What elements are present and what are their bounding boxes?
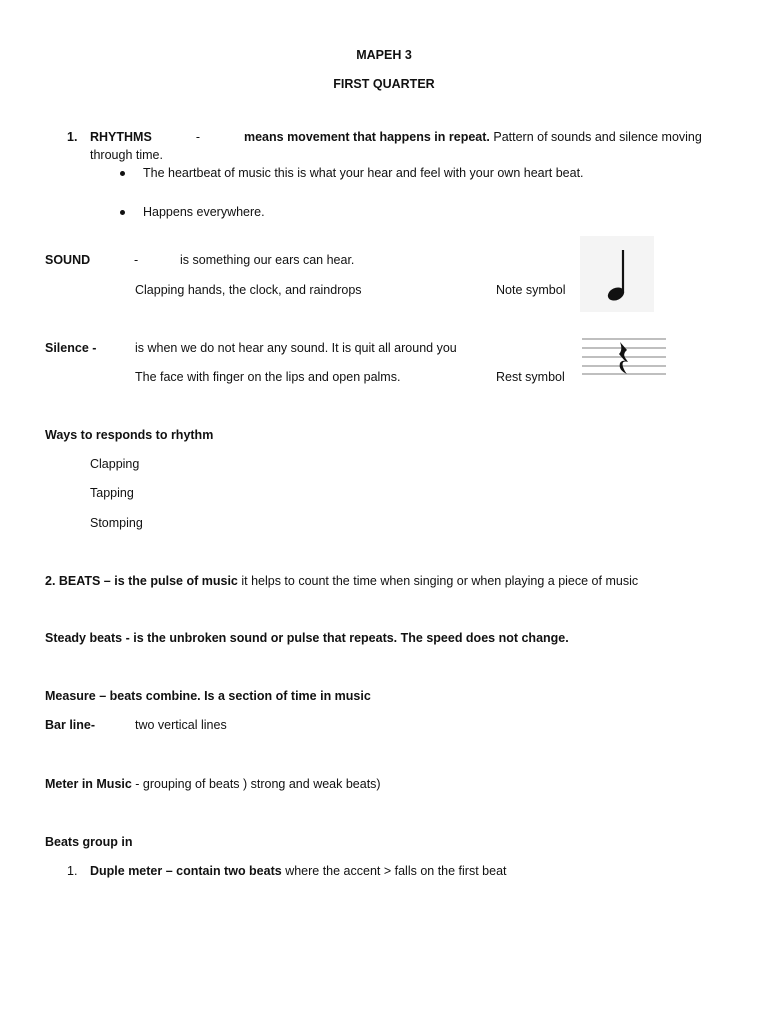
meter-term: Meter in Music	[45, 777, 132, 791]
rhythms-number: 1.	[67, 130, 78, 144]
rest-symbol-label: Rest symbol	[496, 370, 565, 384]
duple-meter-term: Duple meter – contain two beats	[90, 864, 282, 878]
sound-definition: is something our ears can hear.	[180, 253, 355, 267]
bullet-dot	[120, 210, 125, 215]
steady-beats-definition: Steady beats - is the unbroken sound or pulse that repeats. The speed does not change.	[45, 631, 569, 645]
sound-examples: Clapping hands, the clock, and raindrops	[135, 283, 362, 297]
measure-definition: Measure – beats combine. Is a section of time in music	[45, 689, 371, 703]
rhythms-bullet-2: Happens everywhere.	[143, 205, 265, 219]
beats-definition-rest: it helps to count the time when singing or when playing a piece of music	[237, 574, 639, 588]
quarter-note-icon	[580, 236, 654, 312]
rhythms-bullet-1: The heartbeat of music this is what your hear and feel with your own heart beat.	[143, 166, 584, 180]
rhythms-definition-rest: Pattern of sounds and silence moving through time.	[90, 130, 702, 163]
silence-term: Silence -	[45, 341, 97, 355]
meter-definition-rest: - grouping of beats ) strong and weak beats)	[131, 777, 381, 791]
beats-term: 2. BEATS – is the pulse of music	[45, 574, 238, 588]
beats-definition	[45, 574, 638, 589]
sound-term: SOUND	[45, 253, 91, 267]
rhythms-dash: -	[195, 130, 200, 144]
sound-dash: -	[134, 253, 139, 267]
rhythms-term: RHYTHMS	[90, 130, 152, 144]
silence-definition: is when we do not hear any sound. It is quit all around you	[135, 341, 457, 355]
silence-examples: The face with finger on the lips and open palms.	[135, 370, 401, 384]
duple-meter-definition	[90, 864, 507, 879]
meter-definition	[45, 777, 381, 792]
ways-item-tapping: Tapping	[90, 486, 134, 500]
quarter-rest-icon	[580, 334, 668, 380]
beats-group-heading: Beats group in	[45, 835, 133, 849]
bullet-dot	[120, 171, 125, 176]
ways-item-stomping: Stomping	[90, 516, 143, 530]
document-title: MAPEH 3	[356, 48, 412, 62]
rhythms-definition	[90, 128, 730, 164]
ways-heading: Ways to responds to rhythm	[45, 428, 214, 442]
document-subtitle: FIRST QUARTER	[333, 77, 435, 91]
ways-item-clapping: Clapping	[90, 457, 140, 471]
bar-line-definition: two vertical lines	[135, 718, 227, 732]
note-symbol-label: Note symbol	[496, 283, 566, 297]
rhythms-definition-bold: means movement that happens in repeat.	[243, 130, 490, 144]
beats-group-item-number: 1.	[67, 864, 78, 878]
duple-meter-rest: where the accent > falls on the first beat	[281, 864, 507, 878]
bar-line-term: Bar line-	[45, 718, 96, 732]
